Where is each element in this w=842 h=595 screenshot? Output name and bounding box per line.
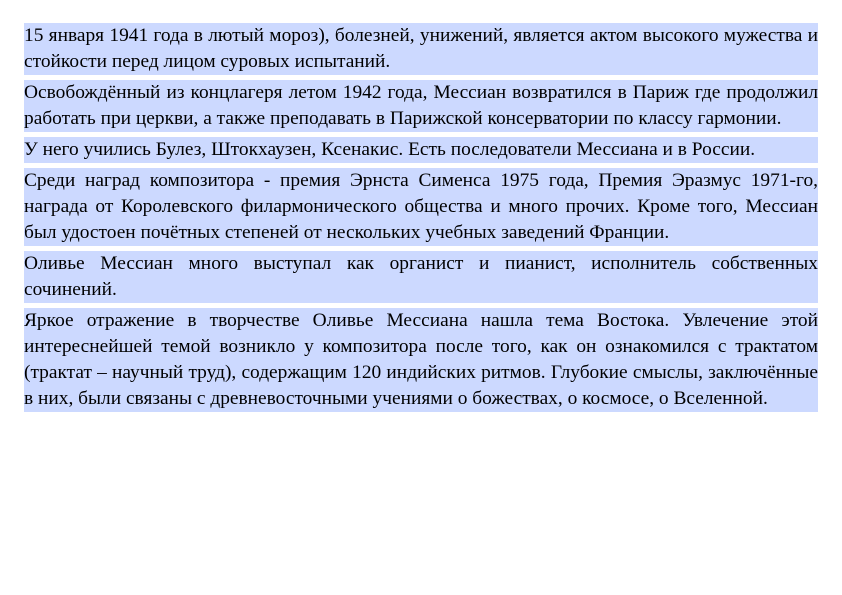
paragraph-awards: Среди наград композитора - премия Эрнста Сименса 1975 года, Премия Эразмус 1971-го, награда от Королевского филармонического общества и много прочих. Кроме того, Мессиан был удостоен почётных степеней от нескольких учебных заведений Франции.	[24, 168, 818, 246]
paragraph-east-theme: Яркое отражение в творчестве Оливье Мессиана нашла тема Востока. Увлечение этой интереснейшей темой возникло у композитора после того, как он ознакомился с трактатом (трактат – научный труд), содержащим 120 индийских ритмов. Глубокие смыслы, заключённые в них, были связаны с древневосточными учениями о божествах, о космосе, о Вселенной.	[24, 308, 818, 412]
text-block	[24, 23, 818, 412]
paragraph-liberation: Освобождённый из концлагеря летом 1942 года, Мессиан возвратился в Париж где продолжил работать при церкви, а также преподавать в Парижской консерватории по классу гармонии.	[24, 80, 818, 132]
paragraph-performer: Оливье Мессиан много выступал как органист и пианист, исполнитель собственных сочинений.	[24, 251, 818, 303]
paragraph-imprisonment: 15 января 1941 года в лютый мороз), болезней, унижений, является актом высокого мужества и стойкости перед лицом суровых испытаний.	[24, 23, 818, 75]
paragraph-students: У него учились Булез, Штокхаузен, Ксенакис. Есть последователи Мессиана и в России.	[24, 137, 818, 163]
